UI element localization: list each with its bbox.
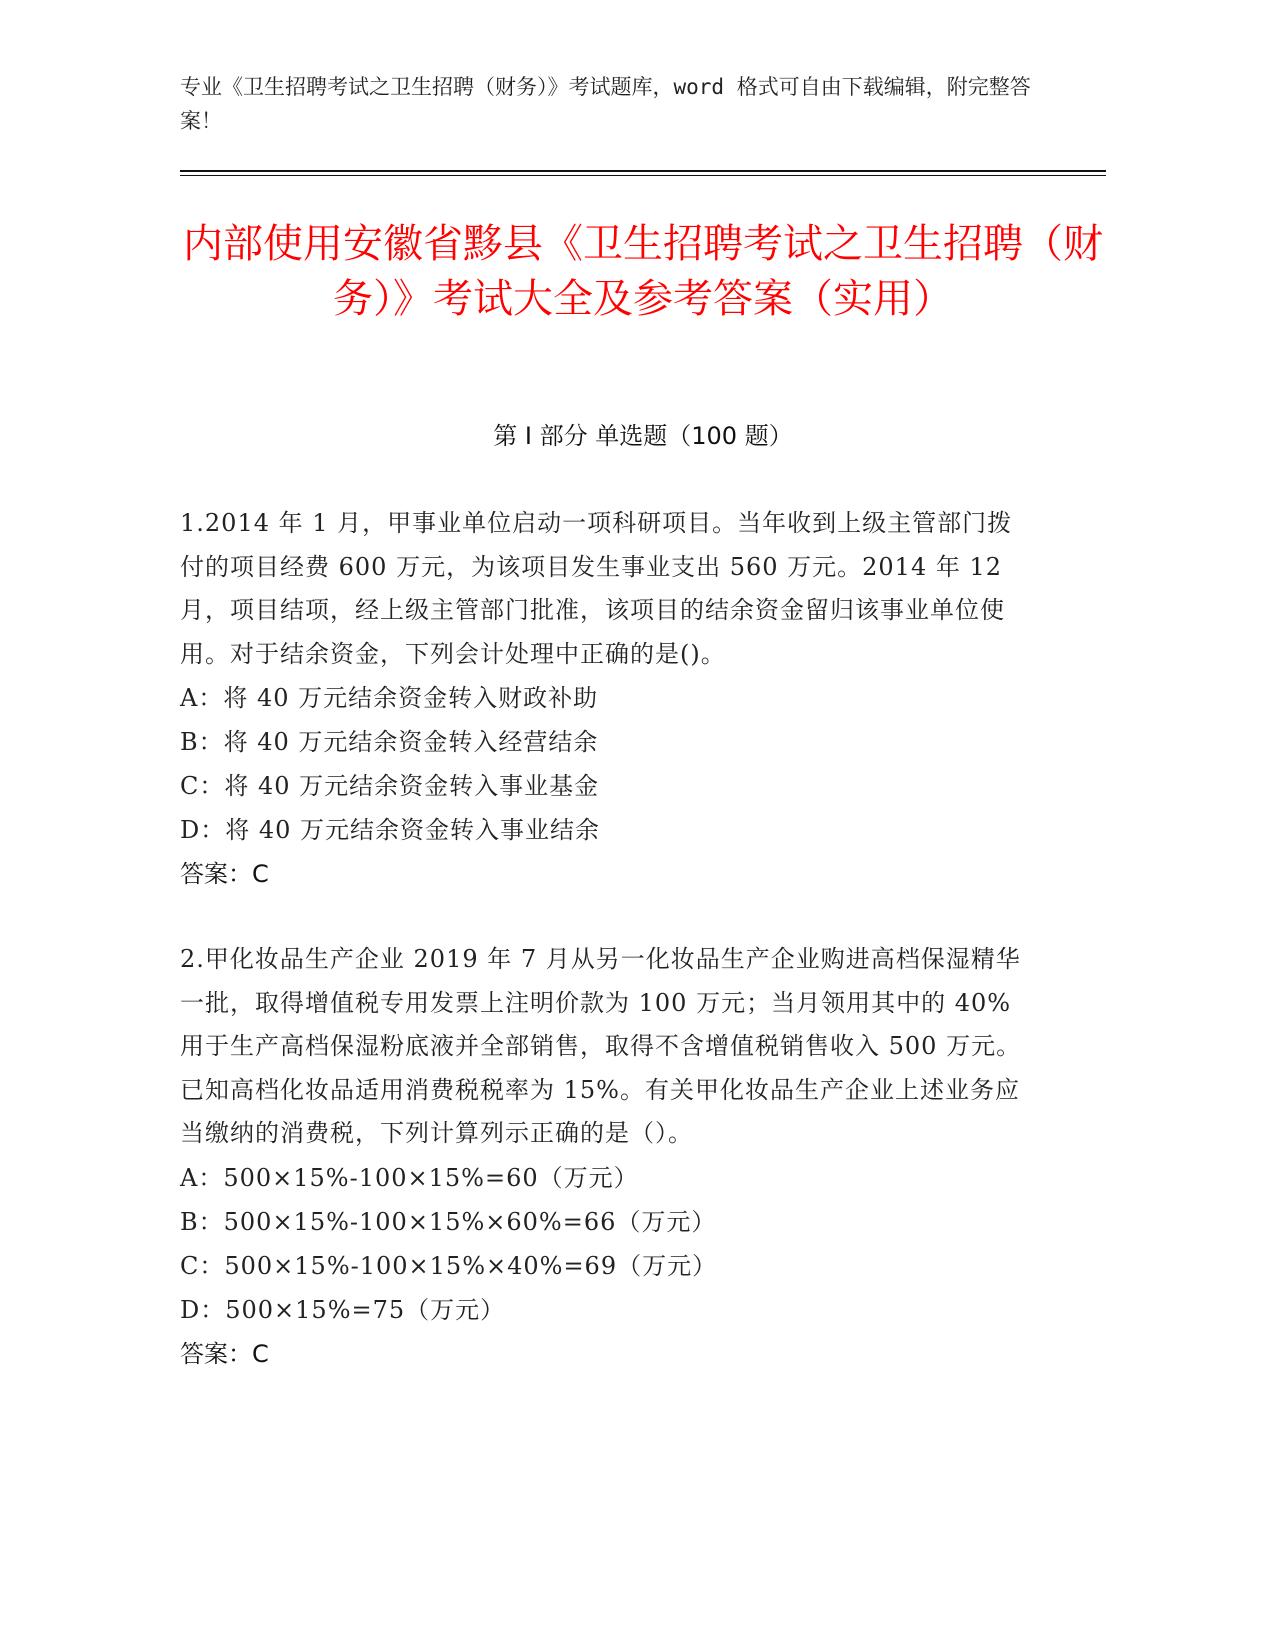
option-b: B：500×15%-100×15%×60%=66（万元） — [180, 1207, 717, 1236]
question-2 — [180, 938, 1030, 1376]
question-stem: 1.2014 年 1 月，甲事业单位启动一项科研项目。当年收到上级主管部门拨付的项目经费 600 万元，为该项目发生事业支出 560 万元。2014 年 12 月，项目结项，经上级主管部门批准，该项目的结余资金留归该事业单位使用。对于结余资金，下列会计处理中正确的是()。 — [180, 509, 1013, 668]
option-b: B：将 40 万元结余资金转入经营结余 — [180, 728, 599, 757]
answer: 答案：C — [180, 1339, 269, 1368]
option-c: C：500×15%-100×15%×40%=69（万元） — [180, 1251, 718, 1280]
option-a: A：将 40 万元结余资金转入财政补助 — [180, 684, 599, 713]
section-heading: 第 I 部分 单选题（100 题） — [493, 422, 793, 450]
answer: 答案：C — [180, 860, 269, 889]
option-d: D：将 40 万元结余资金转入事业结余 — [180, 816, 601, 845]
question-stem: 2.甲化妆品生产企业 2019 年 7 月从另一化妆品生产企业购进高档保湿精华一批，取得增值税专用发票上注明价款为 100 万元；当月领用其中的 40%用于生产高档保湿粉底液并全部销售，取得不含增值税销售收入 500 万元。已知高档化妆品适用消费税税率为 15%。有关甲化妆品生产企业上述业务应当缴纳的消费税，下列计算列示正确的是（）。 — [180, 945, 1022, 1148]
document-title: 内部使用安徽省黟县《卫生招聘考试之卫生招聘（财务）》考试大全及参考答案（实用） — [183, 221, 1103, 322]
header-rule-thin — [180, 175, 1106, 176]
option-c: C：将 40 万元结余资金转入事业基金 — [180, 772, 600, 801]
question-1 — [180, 502, 1030, 896]
header-rule-thick — [180, 170, 1106, 172]
header-note: 专业《卫生招聘考试之卫生招聘（财务）》考试题库，word 格式可自由下载编辑，附完整答案！ — [180, 75, 1031, 133]
option-d: D：500×15%=75（万元） — [180, 1295, 506, 1324]
option-a: A：500×15%-100×15%=60（万元） — [180, 1163, 639, 1192]
